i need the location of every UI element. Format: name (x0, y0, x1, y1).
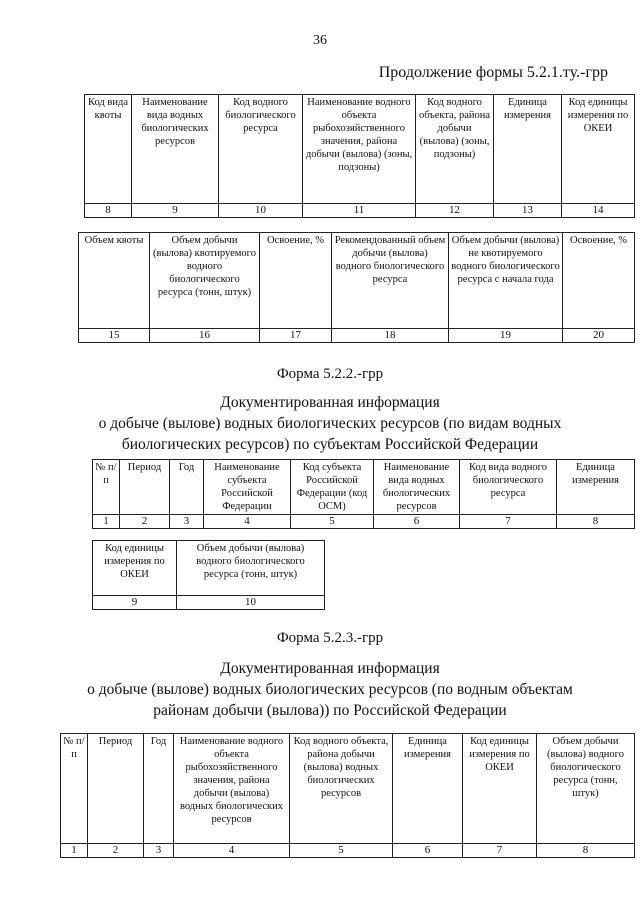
heading-line: о добыче (вылове) водных биологических ресурсов (по водным объектам (87, 681, 573, 698)
column-number: 16 (150, 329, 260, 343)
column-number: 7 (460, 515, 557, 529)
column-number: 11 (303, 204, 416, 218)
column-number: 6 (374, 515, 460, 529)
header-cell: Единица измерения (557, 460, 635, 515)
form-522-heading (20, 392, 640, 455)
table-form-522-part2 (92, 540, 325, 610)
column-number: 8 (537, 844, 635, 858)
column-number: 1 (61, 844, 88, 858)
header-cell: № п/п (61, 734, 88, 844)
table-form-521-part2 (78, 232, 635, 343)
header-cell: Код водного объекта, района добычи (вылова) (зоны, подзоны) (416, 95, 494, 204)
column-number: 3 (170, 515, 204, 529)
column-number: 13 (494, 204, 562, 218)
column-number: 5 (291, 515, 374, 529)
header-cell: Объем добычи (вылова) не квотируемого водного биологического ресурса с начала года (449, 233, 563, 329)
column-number: 9 (132, 204, 219, 218)
column-number: 10 (177, 596, 325, 610)
header-cell: Код единицы измерения по ОКЕИ (562, 95, 635, 204)
column-number: 12 (416, 204, 494, 218)
header-cell: Рекомендованный объем добычи (вылова) водного биологического ресурса (332, 233, 449, 329)
form-522-title: Форма 5.2.2.-грр (276, 366, 384, 382)
column-number: 7 (463, 844, 537, 858)
column-number: 8 (557, 515, 635, 529)
heading-line: Документированная информация (220, 394, 440, 411)
header-cell: Наименование субъекта Российской Федерации (204, 460, 291, 515)
heading-line: о добыче (вылове) водных биологических ресурсов (по видам водных (98, 415, 562, 432)
header-cell: Наименование водного объекта рыбохозяйственного значения, района добычи (вылова) водных биологических ресурсов (174, 734, 290, 844)
header-cell: Код вида водного биологического ресурса (460, 460, 557, 515)
column-number: 19 (449, 329, 563, 343)
table-form-521-part1 (84, 94, 635, 218)
header-cell: Код единицы измерения по ОКЕИ (93, 541, 177, 596)
heading-line: биологических ресурсов) по субъектам Российской Федерации (121, 436, 539, 453)
column-number: 1 (93, 515, 120, 529)
header-cell: Год (170, 460, 204, 515)
header-cell: Код единицы измерения по ОКЕИ (463, 734, 537, 844)
header-cell: Код водного объекта, района добычи (вылова) водных биологических ресурсов (290, 734, 393, 844)
heading-line: Документированная информация (220, 660, 440, 677)
column-number: 6 (393, 844, 463, 858)
page-number: 36 (313, 33, 327, 48)
header-cell: Освоение, % (260, 233, 332, 329)
header-cell: № п/п (93, 460, 120, 515)
header-cell: Объем квоты (79, 233, 150, 329)
column-number: 15 (79, 329, 150, 343)
header-cell: Наименование вида водных биологических ресурсов (132, 95, 219, 204)
column-number: 10 (219, 204, 303, 218)
table-form-523 (60, 733, 635, 858)
header-cell: Единица измерения (393, 734, 463, 844)
column-number: 2 (120, 515, 170, 529)
header-cell: Освоение, % (563, 233, 635, 329)
header-cell: Наименование водного объекта рыбохозяйственного значения, района добычи (вылова) (зоны, подзоны) (303, 95, 416, 204)
form-523-title: Форма 5.2.3.-грр (276, 630, 384, 646)
header-cell: Объем добычи (вылова) квотируемого водного биологического ресурса (тонн, штук) (150, 233, 260, 329)
column-number: 4 (174, 844, 290, 858)
header-cell: Объем добычи (вылова) водного биологического ресурса (тонн, штук) (537, 734, 635, 844)
column-number: 20 (563, 329, 635, 343)
header-cell: Период (120, 460, 170, 515)
column-number: 5 (290, 844, 393, 858)
header-cell: Год (144, 734, 174, 844)
header-cell: Объем добычи (вылова) водного биологического ресурса (тонн, штук) (177, 541, 325, 596)
column-number: 18 (332, 329, 449, 343)
column-number: 3 (144, 844, 174, 858)
column-number: 17 (260, 329, 332, 343)
continuation-title: Продолжение формы 5.2.1.ту.-грр (378, 64, 608, 81)
table-form-522-part1 (92, 459, 635, 529)
form-523-heading (20, 658, 640, 721)
header-cell: Код субъекта Российской Федерации (код ОСМ) (291, 460, 374, 515)
header-cell: Наименование вида водных биологических ресурсов (374, 460, 460, 515)
column-number: 14 (562, 204, 635, 218)
header-cell: Код водного биологического ресурса (219, 95, 303, 204)
column-number: 9 (93, 596, 177, 610)
column-number: 4 (204, 515, 291, 529)
column-number: 2 (88, 844, 144, 858)
header-cell: Период (88, 734, 144, 844)
header-cell: Код вида квоты (85, 95, 132, 204)
heading-line: районам добычи (вылова)) по Российской Федерации (153, 702, 507, 719)
column-number: 8 (85, 204, 132, 218)
header-cell: Единица измерения (494, 95, 562, 204)
